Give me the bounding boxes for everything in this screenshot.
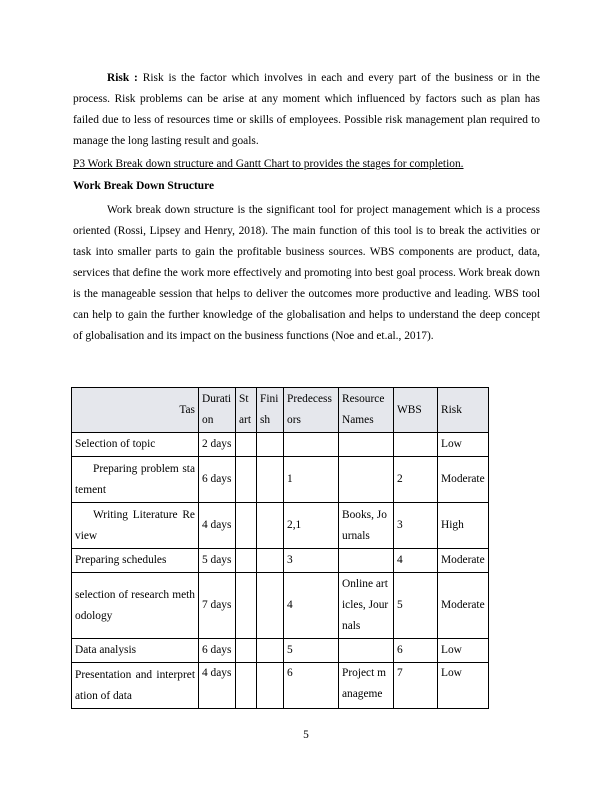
cell-risk: Moderate: [438, 573, 489, 639]
cell-task: Selection of topic: [72, 433, 199, 457]
cell-task: Presentation and interpretation of data: [72, 663, 199, 709]
cell-task: Data analysis: [72, 639, 199, 663]
subheading: Work Break Down Structure: [73, 180, 215, 192]
table-row: [72, 639, 489, 663]
cell-wbs: 5: [394, 573, 438, 639]
cell-duration: 4 days: [199, 663, 236, 709]
cell-risk: Moderate: [438, 549, 489, 573]
table-row: [72, 663, 489, 709]
cell-start: [236, 549, 257, 573]
cell-resources: Online articles, Journals: [339, 573, 394, 639]
cell-predecessors: 3: [284, 549, 339, 573]
cell-resources: Books, Journals: [339, 503, 394, 549]
cell-duration: 6 days: [199, 639, 236, 663]
cell-wbs: 6: [394, 639, 438, 663]
page-number: 5: [303, 729, 309, 741]
header-finish: Finish: [257, 388, 284, 433]
cell-resources: [339, 433, 394, 457]
cell-duration: 4 days: [199, 503, 236, 549]
cell-risk: Low: [438, 433, 489, 457]
risk-text: Risk is the factor which involves in each and every part of the business or in the process. Risk problems can be arise at any moment which influenced by factors such as plan has failed due to less of resources time or skills of employees. Possible risk management plan required to manage the long lasting result and goals.: [73, 72, 540, 147]
cell-start: [236, 457, 257, 503]
header-predecessors: Predecessors: [284, 388, 339, 433]
cell-risk: High: [438, 503, 489, 549]
wbs-paragraph: Work break down structure is the significant tool for project management which is a process oriented (Rossi, Lipsey and Henry, 2018). The main function of this tool is to break the activities or task into smaller parts to gain the profitable business sources. WBS components are product, data, services that define the work more effectively and promoting into best goal process. Work break down is the manageable session that helps to deliver the outcomes more productive and leading. WBS tool can help to gain the further knowledge of the globalisation and helps to understand the deep concept of globalisation and its impact on the business functions (Noe and et.al., 2017).: [73, 204, 540, 342]
cell-start: [236, 433, 257, 457]
header-duration: Duration: [199, 388, 236, 433]
cell-predecessors: 1: [284, 457, 339, 503]
cell-wbs: 4: [394, 549, 438, 573]
cell-finish: [257, 433, 284, 457]
cell-resources: [339, 457, 394, 503]
table-row: [72, 549, 489, 573]
cell-start: [236, 663, 257, 709]
cell-wbs: [394, 433, 438, 457]
cell-start: [236, 573, 257, 639]
cell-task: Writing Literature Review: [72, 503, 199, 549]
cell-risk: Moderate: [438, 457, 489, 503]
cell-risk: Low: [438, 663, 489, 709]
table-row: [72, 433, 489, 457]
cell-resources: Project manageme: [339, 663, 394, 709]
cell-start: [236, 503, 257, 549]
header-task: Tas: [72, 388, 199, 433]
section-heading: P3 Work Break down structure and Gantt Chart to provides the stages for completion.: [73, 158, 464, 170]
cell-start: [236, 639, 257, 663]
table-row: [72, 457, 489, 503]
table-row: [72, 573, 489, 639]
cell-wbs: 7: [394, 663, 438, 709]
cell-task: Preparing schedules: [72, 549, 199, 573]
header-resource-names: Resource Names: [339, 388, 394, 433]
wbs-table: [71, 387, 489, 709]
cell-risk: Low: [438, 639, 489, 663]
cell-duration: 7 days: [199, 573, 236, 639]
cell-wbs: 3: [394, 503, 438, 549]
cell-predecessors: 6: [284, 663, 339, 709]
cell-task: selection of research methodology: [72, 573, 199, 639]
cell-predecessors: 5: [284, 639, 339, 663]
cell-wbs: 2: [394, 457, 438, 503]
cell-duration: 5 days: [199, 549, 236, 573]
cell-duration: 6 days: [199, 457, 236, 503]
table-row: [72, 503, 489, 549]
cell-predecessors: 4: [284, 573, 339, 639]
risk-label: Risk :: [107, 72, 138, 84]
cell-finish: [257, 549, 284, 573]
header-start: Start: [236, 388, 257, 433]
cell-resources: [339, 549, 394, 573]
cell-task: Preparing problem statement: [72, 457, 199, 503]
cell-finish: [257, 573, 284, 639]
header-wbs: WBS: [394, 388, 438, 433]
cell-finish: [257, 503, 284, 549]
risk-paragraph: [73, 68, 540, 152]
cell-predecessors: 2,1: [284, 503, 339, 549]
header-risk: Risk: [438, 388, 489, 433]
cell-finish: [257, 663, 284, 709]
cell-predecessors: [284, 433, 339, 457]
cell-finish: [257, 457, 284, 503]
table-header-row: [72, 388, 489, 433]
cell-finish: [257, 639, 284, 663]
cell-duration: 2 days: [199, 433, 236, 457]
cell-resources: [339, 639, 394, 663]
